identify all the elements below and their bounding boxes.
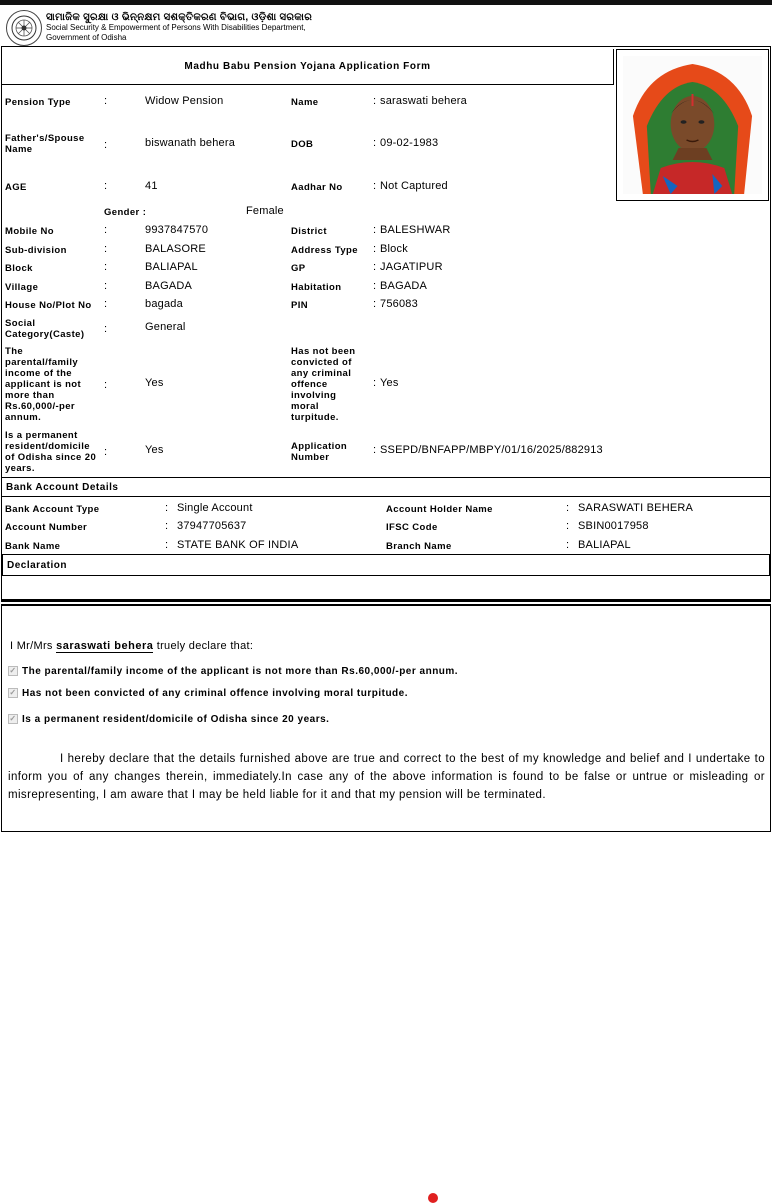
checkbox-checked-icon[interactable]: ✓ [9,666,17,676]
pin-label: PIN [291,300,309,311]
category-label-line2: Category(Caste) [5,329,85,340]
colon: : [104,379,108,391]
applicant-photo-frame [616,49,769,201]
habitation-value: BAGADA [380,280,428,292]
criminal-label-line: turpitude. [291,412,339,423]
subdivision-label: Sub-division [5,245,67,256]
pin-value: 756083 [380,298,418,310]
declaration-item-text: Is a permanent resident/domicile of Odisha since 20 years. [22,714,330,725]
criminal-label-line: Has not been [291,346,356,357]
address-type-label: Address Type [291,245,358,256]
red-marker-dot [428,1193,438,1203]
colon: : [373,180,377,192]
criminal-label-line: involving [291,390,337,401]
colon: : [373,243,377,255]
applicant-photo [623,56,762,194]
habitation-label: Habitation [291,282,342,293]
category-value: General [145,321,186,333]
name-value: saraswati behera [380,95,467,107]
income-label-line: more than [5,390,55,401]
declaration-item-3 [8,714,329,725]
gender-value: Female [246,205,284,217]
declaration-intro-suffix: truely declare that: [156,640,254,652]
gender-label: Gender : [104,207,147,218]
declaration-paragraph [8,750,765,804]
application-number-label-line2: Number [291,452,330,463]
spouse-value: biswanath behera [145,137,236,149]
district-value: BALESHWAR [380,224,451,236]
account-holder-value: SARASWATI BEHERA [578,502,694,514]
account-number-label: Account Number [5,522,88,533]
pension-type-value: Widow Pension [145,95,224,107]
bank-section-title: Bank Account Details [2,477,770,497]
colon: : [104,323,108,335]
house-label: House No/Plot No [5,300,92,311]
pension-type-label: Pension Type [5,97,71,108]
colon: : [104,180,108,192]
criminal-label-line: offence [291,379,328,390]
declaration-intro-prefix: I Mr/Mrs [10,640,53,652]
form-title: Madhu Babu Pension Yojana Application Form [2,49,614,85]
resident-label-line: years. [5,463,35,474]
name-label: Name [291,97,319,108]
resident-value: Yes [145,444,164,456]
department-name-line1: Social Security & Empowerment of Persons With Disabilities Department, [46,23,306,32]
village-value: BAGADA [145,280,193,292]
resident-label-line: of Odisha since 20 [5,452,97,463]
spouse-label-line1: Father's/Spouse [5,133,85,144]
criminal-label-line: convicted of [291,357,352,368]
colon: : [566,502,570,514]
department-name-line2: Government of Odisha [46,33,127,42]
colon: : [104,95,108,107]
declaration-section-title: Declaration [2,554,770,576]
colon: : [165,502,169,514]
income-label-line: income of the [5,368,72,379]
village-label: Village [5,282,39,293]
gp-label: GP [291,263,306,274]
colon: : [104,139,108,151]
bank-name-value: STATE BANK OF INDIA [177,539,299,551]
gp-value: JAGATIPUR [380,261,443,273]
colon: : [165,539,169,551]
application-number-label-line1: Application [291,441,348,452]
ifsc-label: IFSC Code [386,522,438,533]
district-label: District [291,226,327,237]
colon: : [373,95,377,107]
department-odia-title: ସାମାଜିକ ସୁରକ୍ଷା ଓ ଭିନ୍ନକ୍ଷମ ସଶକ୍ତିକରଣ ବିଭାଗ, ଓଡ଼ିଶା ସରକାର [46,12,313,23]
mobile-label: Mobile No [5,226,54,237]
checkbox-checked-icon[interactable]: ✓ [9,688,17,698]
declaration-item-2 [8,688,408,699]
colon: : [373,444,377,456]
declaration-item-text: The parental/family income of the applicant is not more than Rs.60,000/-per annum. [22,666,459,677]
age-value: 41 [145,180,158,192]
bank-account-type-value: Single Account [177,502,253,514]
branch-name-value: BALIAPAL [578,539,631,551]
colon: : [373,298,377,310]
resident-label-line: resident/domicile [5,441,90,452]
dob-label: DOB [291,139,314,150]
ifsc-value: SBIN0017958 [578,520,649,532]
spouse-label-line2: Name [5,144,33,155]
declaration-item-1 [8,666,458,677]
age-label: AGE [5,182,27,193]
colon: : [104,298,108,310]
income-label-line: Rs.60,000/-per [5,401,76,412]
resident-label-line: Is a permanent [5,430,78,441]
house-value: bagada [145,298,183,310]
declaration-item-text: Has not been convicted of any criminal offence involving moral turpitude. [22,688,409,699]
category-label-line1: Social [5,318,36,329]
declaration-applicant-name: saraswati behera [56,640,154,652]
colon: : [373,261,377,273]
block-value: BALIAPAL [145,261,198,273]
colon: : [373,224,377,236]
income-label-line: annum. [5,412,42,423]
colon: : [165,520,169,532]
criminal-value: Yes [380,377,399,389]
top-bar [0,0,772,5]
income-label-line: The [5,346,24,357]
colon: : [104,261,108,273]
income-label-line: applicant is not [5,379,82,390]
colon: : [373,280,377,292]
department-header [6,8,312,48]
colon: : [104,446,108,458]
colon: : [566,520,570,532]
criminal-label-line: any criminal [291,368,352,379]
colon: : [373,377,377,389]
aadhar-label: Aadhar No [291,182,343,193]
dob-value: 09-02-1983 [380,137,439,149]
mobile-value: 9937847570 [145,224,209,236]
declaration-paragraph-text: I hereby declare that the details furnished above are true and correct to the best of my knowledge and belief and I undertake to inform you of any changes therein, immediately.In case any of the above information is found to be false or untrue or misleading or misrepresenting, I am aware that I may be held liable for it and that my pension will be terminated. [8,753,765,801]
application-number-value: SSEPD/BNFAPP/MBPY/01/16/2025/882913 [380,444,603,456]
colon: : [566,539,570,551]
address-type-value: Block [380,243,408,255]
income-label-line: parental/family [5,357,79,368]
declaration-intro [10,640,253,652]
criminal-label-line: moral [291,401,319,412]
colon: : [104,224,108,236]
colon: : [104,243,108,255]
aadhar-value: Not Captured [380,180,448,192]
branch-name-label: Branch Name [386,541,452,552]
bank-name-label: Bank Name [5,541,61,552]
account-holder-label: Account Holder Name [386,504,493,515]
colon: : [373,137,377,149]
subdivision-value: BALASORE [145,243,206,255]
bank-account-type-label: Bank Account Type [5,504,100,515]
account-number-value: 37947705637 [177,520,247,532]
colon: : [104,280,108,292]
checkbox-checked-icon[interactable]: ✓ [9,714,17,724]
block-label: Block [5,263,33,274]
odisha-emblem-icon [6,10,42,46]
income-value: Yes [145,377,164,389]
